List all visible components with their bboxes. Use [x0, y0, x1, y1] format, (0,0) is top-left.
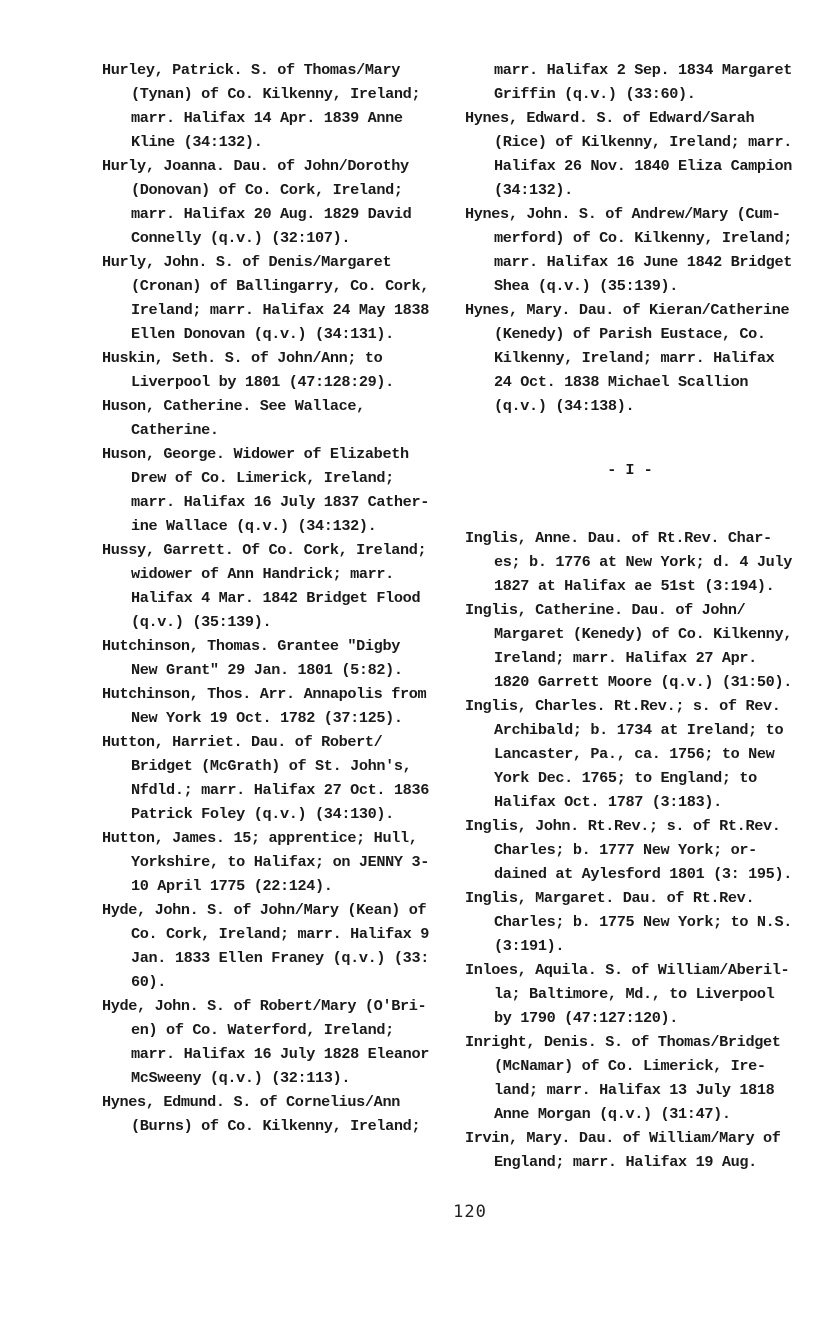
entry-hyde-john-1: Hyde, John. S. of John/Mary (Kean) of Co. Cork, Ireland; marr. Halifax 9 Jan. 1833 Ellen Franey (q.v.) (33: 60).	[102, 901, 429, 991]
page-number: 120	[453, 1202, 487, 1222]
entry-hynes-edmund: Hynes, Edmund. S. of Cornelius/Ann (Burns) of Co. Kilkenny, Ireland;	[102, 1093, 421, 1135]
entry-hynes-edmund-continued: marr. Halifax 2 Sep. 1834 Margaret Griffin (q.v.) (33:60).	[494, 61, 792, 103]
entry-hurly-joanna: Hurly, Joanna. Dau. of John/Dorothy (Donovan) of Co. Cork, Ireland; marr. Halifax 20 Aug. 1829 David Connelly (q.v.) (32:107).	[102, 157, 412, 247]
entry-inglis-john: Inglis, John. Rt.Rev.; s. of Rt.Rev. Charles; b. 1777 New York; or- dained at Aylesford 1801 (3: 195).	[465, 817, 792, 883]
entry-inglis-charles: Inglis, Charles. Rt.Rev.; s. of Rev. Archibald; b. 1734 at Ireland; to Lancaster, Pa., ca. 1756; to New York Dec. 1765; to England; to Halifax Oct. 1787 (3:183).	[465, 697, 784, 811]
entry-huson-george: Huson, George. Widower of Elizabeth Drew of Co. Limerick, Ireland; marr. Halifax 16 July 1837 Cather- ine Wallace (q.v.) (34:132).	[102, 445, 429, 535]
entry-inglis-catherine: Inglis, Catherine. Dau. of John/ Margaret (Kenedy) of Co. Kilkenny, Ireland; marr. Halifax 27 Apr. 1820 Garrett Moore (q.v.) (31:50).	[465, 601, 792, 691]
entry-hussy-garrett: Hussy, Garrett. Of Co. Cork, Ireland; widower of Ann Handrick; marr. Halifax 4 Mar. 1842 Bridget Flood (q.v.) (35:139).	[102, 541, 427, 631]
section-heading-i: - I -	[607, 461, 653, 479]
entry-huson-catherine: Huson, Catherine. See Wallace, Catherine.	[102, 397, 365, 439]
left-column	[102, 58, 447, 1138]
entry-hurley-patrick: Hurley, Patrick. S. of Thomas/Mary (Tynan) of Co. Kilkenny, Ireland; marr. Halifax 14 Apr. 1839 Anne Kline (34:132).	[102, 61, 421, 151]
entry-huskin-seth: Huskin, Seth. S. of John/Ann; to Liverpool by 1801 (47:128:29).	[102, 349, 394, 391]
entry-hynes-john: Hynes, John. S. of Andrew/Mary (Cum- merford) of Co. Kilkenny, Ireland; marr. Halifax 16 June 1842 Bridget Shea (q.v.) (35:139).	[465, 205, 792, 295]
entry-hutchinson-thomas: Hutchinson, Thomas. Grantee "Digby New Grant" 29 Jan. 1801 (5:82).	[102, 637, 403, 679]
entry-hynes-edward: Hynes, Edward. S. of Edward/Sarah (Rice) of Kilkenny, Ireland; marr. Halifax 26 Nov. 1840 Eliza Campion (34:132).	[465, 109, 792, 199]
entry-inglis-anne: Inglis, Anne. Dau. of Rt.Rev. Char- es; b. 1776 at New York; d. 4 July 1827 at Halifax ae 51st (3:194).	[465, 529, 792, 595]
entry-inright-denis: Inright, Denis. S. of Thomas/Bridget (McNamar) of Co. Limerick, Ire- land; marr. Halifax 13 July 1818 Anne Morgan (q.v.) (31:47).	[465, 1033, 781, 1123]
right-column	[465, 58, 815, 1174]
entry-hynes-mary: Hynes, Mary. Dau. of Kieran/Catherine (Kenedy) of Parish Eustace, Co. Kilkenny, Ireland; marr. Halifax 24 Oct. 1838 Michael Scallion (q.v.) (34:138).	[465, 301, 790, 415]
entry-hurly-john: Hurly, John. S. of Denis/Margaret (Cronan) of Ballingarry, Co. Cork, Ireland; marr. Halifax 24 May 1838 Ellen Donovan (q.v.) (34:131).	[102, 253, 429, 343]
entry-hutton-harriet: Hutton, Harriet. Dau. of Robert/ Bridget (McGrath) of St. John's, Nfdld.; marr. Halifax 27 Oct. 1836 Patrick Foley (q.v.) (34:130).	[102, 733, 429, 823]
entry-irvin-mary: Irvin, Mary. Dau. of William/Mary of England; marr. Halifax 19 Aug.	[465, 1129, 781, 1171]
entry-hutchinson-thos: Hutchinson, Thos. Arr. Annapolis from New York 19 Oct. 1782 (37:125).	[102, 685, 427, 727]
entry-hutton-james: Hutton, James. 15; apprentice; Hull, Yorkshire, to Halifax; on JENNY 3- 10 April 1775 (22:124).	[102, 829, 429, 895]
entry-inloes-aquila: Inloes, Aquila. S. of William/Aberil- la; Baltimore, Md., to Liverpool by 1790 (47:127:120).	[465, 961, 790, 1027]
entry-inglis-margaret: Inglis, Margaret. Dau. of Rt.Rev. Charles; b. 1775 New York; to N.S. (3:191).	[465, 889, 792, 955]
entry-hyde-john-2: Hyde, John. S. of Robert/Mary (O'Bri- en) of Co. Waterford, Ireland; marr. Halifax 16 July 1828 Eleanor McSweeny (q.v.) (32:113).	[102, 997, 429, 1087]
